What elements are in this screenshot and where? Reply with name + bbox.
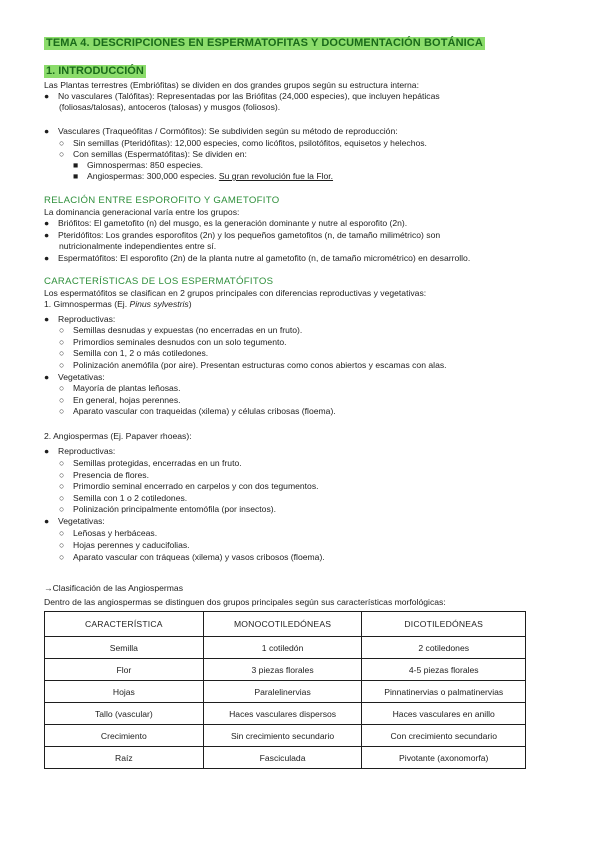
list-item-text: Espermatófitos: El esporofito (2n) de la planta nutre al gametofito (n, de tamaño micrométrico) en desarrollo. <box>58 253 471 263</box>
list-item <box>59 470 149 481</box>
bullet-circle: ○ <box>59 552 65 562</box>
bullet-disc: ● <box>44 126 50 136</box>
list-item <box>44 218 407 229</box>
list-item-text: Aparato vascular con traqueidas (xilema) y células cribosas (floema). <box>73 406 336 416</box>
subheading-angiospermas: 2. Angiospermas (Ej. Papaver rhoeas): <box>44 431 192 441</box>
bullet-circle: ○ <box>59 470 65 480</box>
bullet-disc: ● <box>44 446 50 456</box>
list-item <box>73 160 203 171</box>
table-row <box>45 637 526 659</box>
list-item-text: Leñosas y herbáceas. <box>73 528 158 538</box>
paragraph: Los espermatófitos se clasifican en 2 grupos principales con diferencias reproductivas y vegetativas: <box>44 288 427 298</box>
list-item-text: Gimnospermas: 850 especies. <box>87 160 204 170</box>
table-cell: Fasciculada <box>203 747 362 769</box>
list-item-text: Semillas desnudas y expuestas (no encerradas en un fruto). <box>73 325 303 335</box>
list-item-text: Mayoría de plantas leñosas. <box>73 383 181 393</box>
table-header-row <box>45 612 526 637</box>
list-item <box>59 406 336 417</box>
table-row <box>45 703 526 725</box>
bullet-circle: ○ <box>59 149 65 159</box>
subheading-text: 1. Gimnospermas (Ej. <box>44 299 130 309</box>
comparison-table <box>44 611 526 769</box>
bullet-circle: ○ <box>59 493 65 503</box>
list-item-text: Semillas protegidas, encerradas en un fruto. <box>73 458 242 468</box>
list-item <box>73 171 333 182</box>
bullet-disc: ● <box>44 218 50 228</box>
species-name: Pinus sylvestris <box>129 299 189 309</box>
bullet-disc: ● <box>44 230 50 240</box>
bullet-disc: ● <box>44 314 50 324</box>
bullet-disc: ● <box>44 91 50 101</box>
bullet-square: ■ <box>73 160 79 170</box>
table-cell: Flor <box>45 659 204 681</box>
list-item-text: En general, hojas perennes. <box>73 395 181 405</box>
table-cell: 3 piezas florales <box>203 659 362 681</box>
list-item <box>59 493 187 504</box>
bullet-circle: ○ <box>59 360 65 370</box>
list-item-text: Reproductivas: <box>58 314 116 324</box>
bullet-circle: ○ <box>59 481 65 491</box>
list-item <box>44 230 440 241</box>
table-cell: Pinnatinervias o palmatinervias <box>362 681 526 703</box>
list-item-continuation: nutricionalmente independientes entre sí. <box>59 241 217 251</box>
list-item-text: Reproductivas: <box>58 446 116 456</box>
bullet-circle: ○ <box>59 337 65 347</box>
table-cell: 4-5 piezas florales <box>362 659 526 681</box>
table-cell: Con crecimiento secundario <box>362 725 526 747</box>
list-item <box>59 383 181 394</box>
table-cell: Tallo (vascular) <box>45 703 204 725</box>
list-item <box>59 540 190 551</box>
bullet-circle: ○ <box>59 406 65 416</box>
bullet-circle: ○ <box>59 540 65 550</box>
list-item-text: Primordio seminal encerrado en carpelos y con dos tegumentos. <box>73 481 319 491</box>
list-item-text: Hojas perennes y caducifolias. <box>73 540 190 550</box>
subheading-text: ) <box>188 299 192 309</box>
bullet-square: ■ <box>73 171 79 181</box>
list-item <box>44 91 440 102</box>
list-item-text: Angiospermas: 300,000 especies. <box>87 171 219 181</box>
list-item <box>59 395 181 406</box>
bullet-circle: ○ <box>59 395 65 405</box>
list-item-text: Presencia de flores. <box>73 470 149 480</box>
table-cell: Pivotante (axonomorfa) <box>362 747 526 769</box>
list-item <box>44 126 398 137</box>
underlined-text: Su gran revolución fue la Flor. <box>218 171 334 181</box>
list-item <box>59 149 247 160</box>
list-item <box>44 516 105 527</box>
list-item-text: Vasculares (Traqueófitas / Cormófitos): Se subdividen según su método de reproducción: <box>58 126 398 136</box>
bullet-circle: ○ <box>59 458 65 468</box>
list-item-text: Con semillas (Espermatófitas): Se dividen en: <box>73 149 247 159</box>
list-item-text: Vegetativas: <box>58 372 105 382</box>
list-item <box>59 504 276 515</box>
table-cell: Paralelinervias <box>203 681 362 703</box>
table-cell: Sin crecimiento secundario <box>203 725 362 747</box>
list-item <box>59 325 302 336</box>
list-item <box>59 552 325 563</box>
paragraph: La dominancia generacional varía entre los grupos: <box>44 207 240 217</box>
list-item-text: Semilla con 1, 2 o más cotiledones. <box>73 348 209 358</box>
list-item <box>59 360 447 371</box>
bullet-disc: ● <box>44 372 50 382</box>
table-header-cell: CARACTERÍSTICA <box>45 612 204 637</box>
table-cell: Hojas <box>45 681 204 703</box>
table-cell: Semilla <box>45 637 204 659</box>
list-item-text: Aparato vascular con tráqueas (xilema) y vasos cribosos (floema). <box>73 552 325 562</box>
list-item-text: Vegetativas: <box>58 516 105 526</box>
table-cell: Haces vasculares dispersos <box>203 703 362 725</box>
bullet-circle: ○ <box>59 348 65 358</box>
bullet-circle: ○ <box>59 383 65 393</box>
bullet-disc: ● <box>44 253 50 263</box>
table-cell: Crecimiento <box>45 725 204 747</box>
section-heading-caracteristicas: CARACTERÍSTICAS DE LOS ESPERMATÓFITOS <box>44 276 274 287</box>
list-item <box>59 337 287 348</box>
list-item <box>59 138 427 149</box>
list-item <box>44 372 105 383</box>
list-item-text: Briófitos: El gametofito (n) del musgo, es la generación dominante y nutre al esporofito (2n). <box>58 218 408 228</box>
list-item <box>59 481 319 492</box>
section-heading-relacion: RELACIÓN ENTRE ESPOROFITO Y GAMETOFITO <box>44 195 280 206</box>
table-cell: 1 cotiledón <box>203 637 362 659</box>
list-item <box>44 314 115 325</box>
list-item-text: No vasculares (Talófitas): Representadas por las Briófitas (24,000 especies), que incluyen hepáticas <box>58 91 440 101</box>
table-header-cell: MONOCOTILEDÓNEAS <box>203 612 362 637</box>
classification-heading: →Clasificación de las Angiospermas <box>44 583 183 593</box>
bullet-disc: ● <box>44 516 50 526</box>
list-item <box>44 253 470 264</box>
table-row <box>45 747 526 769</box>
paragraph: Dentro de las angiospermas se distinguen dos grupos principales según sus características morfológicas: <box>44 597 446 607</box>
intro-paragraph: Las Plantas terrestres (Embriófitas) se dividen en dos grandes grupos según su estructura interna: <box>44 80 419 90</box>
section-heading-introduccion: 1. INTRODUCCIÓN <box>46 65 144 77</box>
table-row <box>45 681 526 703</box>
document-title: TEMA 4. DESCRIPCIONES EN ESPERMATOFITAS Y DOCUMENTACIÓN BOTÁNICA <box>46 37 483 49</box>
list-item <box>59 528 157 539</box>
bullet-circle: ○ <box>59 504 65 514</box>
list-item-text: Pteridófitos: Los grandes esporofitos (2n) y los pequeños gametofitos (n, de tamaño milimétrico) son <box>58 230 441 240</box>
list-item-text: Semilla con 1 o 2 cotiledones. <box>73 493 188 503</box>
list-item-continuation: (foliosas/talosas), antoceros (talosas) y musgos (foliosos). <box>59 102 281 112</box>
table-cell: Haces vasculares en anillo <box>362 703 526 725</box>
list-item-text: Sin semillas (Pteridófitas): 12,000 especies, como licófitos, psilotófitos, equisetos y helechos. <box>73 138 427 148</box>
table-cell: Raíz <box>45 747 204 769</box>
list-item <box>44 446 115 457</box>
bullet-circle: ○ <box>59 528 65 538</box>
bullet-circle: ○ <box>59 325 65 335</box>
list-item <box>59 458 242 469</box>
bullet-circle: ○ <box>59 138 65 148</box>
table-row <box>45 659 526 681</box>
list-item-text: Polinización principalmente entomófila (por insectos). <box>73 504 277 514</box>
subheading-gimnospermas <box>44 299 192 310</box>
table-row <box>45 725 526 747</box>
table-cell: 2 cotiledones <box>362 637 526 659</box>
list-item <box>59 348 208 359</box>
list-item-text: Polinización anemófila (por aire). Presentan estructuras como conos abiertos y escamas con alas. <box>73 360 447 370</box>
table-header-cell: DICOTILEDÓNEAS <box>362 612 526 637</box>
list-item-text: Primordios seminales desnudos con un solo tegumento. <box>73 337 287 347</box>
